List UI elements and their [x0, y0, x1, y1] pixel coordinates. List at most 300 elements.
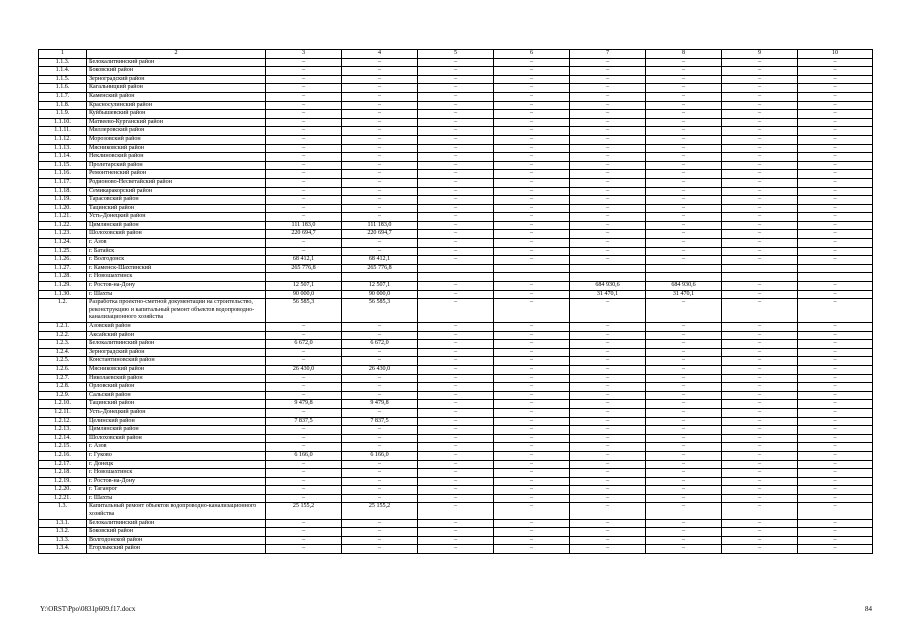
- value-cell: –: [494, 247, 570, 256]
- table-row: [39, 153, 873, 162]
- value-cell: –: [646, 178, 722, 187]
- value-cell: –: [266, 545, 342, 554]
- value-cell: –: [722, 486, 798, 495]
- row-number-cell: 1.2.9.: [39, 391, 87, 400]
- value-cell: –: [342, 519, 418, 528]
- value-cell: –: [494, 178, 570, 187]
- value-cell: –: [646, 170, 722, 179]
- value-cell: –: [722, 451, 798, 460]
- row-name-cell: г. Волгодонск: [87, 256, 266, 265]
- value-cell: –: [798, 239, 873, 248]
- footer-file-path: Y:\ORST\Ppo\0831p609.f17.docx: [40, 605, 136, 613]
- row-name-cell: Волгодонской район: [87, 536, 266, 545]
- value-cell: –: [494, 545, 570, 554]
- row-name-cell: Шолоховский район: [87, 230, 266, 239]
- table-row: [39, 282, 873, 291]
- table-row: [39, 118, 873, 127]
- value-cell: –: [418, 153, 494, 162]
- value-cell: –: [646, 434, 722, 443]
- header-cell: 5: [418, 50, 494, 59]
- value-cell: –: [494, 170, 570, 179]
- value-cell: –: [494, 323, 570, 332]
- value-cell: –: [494, 469, 570, 478]
- row-name-cell: Каменский район: [87, 92, 266, 101]
- value-cell: –: [722, 494, 798, 503]
- value-cell: –: [798, 494, 873, 503]
- row-number-cell: 1.2.1.: [39, 323, 87, 332]
- value-cell: –: [342, 323, 418, 332]
- row-name-cell: Красносулинский район: [87, 101, 266, 110]
- value-cell: –: [570, 239, 646, 248]
- value-cell: –: [570, 383, 646, 392]
- value-cell: –: [798, 58, 873, 67]
- value-cell: –: [418, 290, 494, 299]
- value-cell: –: [418, 503, 494, 519]
- row-number-cell: 1.1.14.: [39, 153, 87, 162]
- value-cell: [798, 273, 873, 282]
- table-row: [39, 460, 873, 469]
- value-cell: –: [646, 153, 722, 162]
- value-cell: –: [798, 178, 873, 187]
- value-cell: –: [722, 348, 798, 357]
- value-cell: –: [418, 408, 494, 417]
- value-cell: –: [722, 127, 798, 136]
- value-cell: –: [418, 118, 494, 127]
- budget-table: [38, 49, 873, 554]
- value-cell: –: [570, 545, 646, 554]
- value-cell: –: [494, 460, 570, 469]
- value-cell: –: [722, 187, 798, 196]
- row-name-cell: Мясниковский район: [87, 144, 266, 153]
- table-row: [39, 256, 873, 265]
- value-cell: –: [798, 92, 873, 101]
- value-cell: –: [266, 536, 342, 545]
- value-cell: –: [494, 144, 570, 153]
- value-cell: –: [342, 434, 418, 443]
- table-row: [39, 519, 873, 528]
- value-cell: –: [798, 256, 873, 265]
- value-cell: –: [342, 178, 418, 187]
- value-cell: –: [342, 545, 418, 554]
- table-row: [39, 323, 873, 332]
- value-cell: –: [722, 178, 798, 187]
- table-header-row: [39, 50, 873, 59]
- value-cell: –: [494, 486, 570, 495]
- value-cell: –: [342, 486, 418, 495]
- value-cell: –: [342, 477, 418, 486]
- value-cell: –: [418, 374, 494, 383]
- value-cell: 31 470,1: [570, 290, 646, 299]
- value-cell: –: [266, 127, 342, 136]
- row-name-cell: Константиновский район: [87, 357, 266, 366]
- table-row: [39, 486, 873, 495]
- value-cell: –: [798, 340, 873, 349]
- row-number-cell: 1.1.4.: [39, 67, 87, 76]
- header-cell: 4: [342, 50, 418, 59]
- header-cell: 3: [266, 50, 342, 59]
- value-cell: –: [342, 153, 418, 162]
- table-row: [39, 374, 873, 383]
- value-cell: –: [266, 75, 342, 84]
- value-cell: –: [570, 340, 646, 349]
- row-name-cell: Кагальницкий район: [87, 84, 266, 93]
- value-cell: –: [342, 110, 418, 119]
- value-cell: 111 183,0: [266, 221, 342, 230]
- row-name-cell: г. Донецк: [87, 460, 266, 469]
- value-cell: –: [342, 92, 418, 101]
- value-cell: –: [722, 323, 798, 332]
- value-cell: –: [646, 75, 722, 84]
- row-name-cell: Целинский район: [87, 417, 266, 426]
- value-cell: –: [722, 101, 798, 110]
- value-cell: –: [646, 110, 722, 119]
- value-cell: –: [646, 67, 722, 76]
- value-cell: –: [798, 400, 873, 409]
- value-cell: –: [570, 477, 646, 486]
- header-cell: 6: [494, 50, 570, 59]
- value-cell: –: [418, 469, 494, 478]
- row-name-cell: Сальский район: [87, 391, 266, 400]
- value-cell: –: [418, 434, 494, 443]
- value-cell: –: [418, 357, 494, 366]
- value-cell: –: [418, 58, 494, 67]
- value-cell: –: [722, 340, 798, 349]
- value-cell: –: [646, 494, 722, 503]
- value-cell: –: [418, 365, 494, 374]
- value-cell: 111 183,0: [342, 221, 418, 230]
- value-cell: –: [342, 357, 418, 366]
- table-row: [39, 170, 873, 179]
- value-cell: –: [266, 391, 342, 400]
- value-cell: –: [266, 426, 342, 435]
- value-cell: –: [494, 221, 570, 230]
- value-cell: 56 585,3: [342, 299, 418, 323]
- table-row: [39, 290, 873, 299]
- value-cell: –: [342, 528, 418, 537]
- table-row: [39, 391, 873, 400]
- row-number-cell: 1.2.3.: [39, 340, 87, 349]
- row-name-cell: Мясниковский район: [87, 365, 266, 374]
- value-cell: –: [266, 178, 342, 187]
- value-cell: –: [646, 84, 722, 93]
- value-cell: –: [418, 75, 494, 84]
- value-cell: –: [418, 170, 494, 179]
- value-cell: –: [342, 331, 418, 340]
- row-number-cell: 1.2.13.: [39, 426, 87, 435]
- value-cell: –: [418, 144, 494, 153]
- value-cell: –: [798, 67, 873, 76]
- value-cell: –: [418, 426, 494, 435]
- value-cell: –: [418, 323, 494, 332]
- value-cell: –: [798, 451, 873, 460]
- value-cell: –: [266, 374, 342, 383]
- value-cell: –: [646, 503, 722, 519]
- value-cell: 6 672,0: [342, 340, 418, 349]
- value-cell: –: [494, 67, 570, 76]
- value-cell: –: [570, 469, 646, 478]
- value-cell: [418, 273, 494, 282]
- value-cell: –: [266, 408, 342, 417]
- value-cell: –: [798, 408, 873, 417]
- value-cell: –: [722, 67, 798, 76]
- table-row: [39, 75, 873, 84]
- value-cell: –: [798, 118, 873, 127]
- table-row: [39, 84, 873, 93]
- value-cell: –: [494, 536, 570, 545]
- value-cell: –: [570, 135, 646, 144]
- row-name-cell: Пролетарский район: [87, 161, 266, 170]
- value-cell: –: [342, 144, 418, 153]
- value-cell: –: [342, 469, 418, 478]
- value-cell: –: [646, 135, 722, 144]
- value-cell: [266, 273, 342, 282]
- value-cell: –: [418, 161, 494, 170]
- row-name-cell: Тарасовский район: [87, 196, 266, 205]
- value-cell: –: [646, 383, 722, 392]
- row-name-cell: Зерноградский район: [87, 348, 266, 357]
- value-cell: –: [798, 75, 873, 84]
- value-cell: –: [418, 486, 494, 495]
- row-name-cell: Белокалитвинский район: [87, 519, 266, 528]
- row-name-cell: Шолоховский район: [87, 434, 266, 443]
- value-cell: –: [798, 365, 873, 374]
- row-name-cell: Усть-Донецкий район: [87, 213, 266, 222]
- header-cell: 7: [570, 50, 646, 59]
- value-cell: –: [494, 282, 570, 291]
- value-cell: –: [722, 477, 798, 486]
- page-number: 84: [865, 605, 872, 613]
- value-cell: –: [646, 256, 722, 265]
- value-cell: –: [646, 239, 722, 248]
- row-number-cell: 1.3.1.: [39, 519, 87, 528]
- row-number-cell: 1.1.27.: [39, 264, 87, 273]
- value-cell: –: [798, 221, 873, 230]
- value-cell: –: [798, 486, 873, 495]
- value-cell: –: [494, 417, 570, 426]
- header-cell: 9: [722, 50, 798, 59]
- table-row: [39, 383, 873, 392]
- value-cell: –: [798, 247, 873, 256]
- value-cell: –: [798, 213, 873, 222]
- value-cell: –: [342, 170, 418, 179]
- row-number-cell: 1.2.4.: [39, 348, 87, 357]
- row-number-cell: 1.1.3.: [39, 58, 87, 67]
- value-cell: –: [494, 153, 570, 162]
- value-cell: –: [570, 519, 646, 528]
- value-cell: –: [570, 101, 646, 110]
- table-row: [39, 264, 873, 273]
- value-cell: –: [646, 187, 722, 196]
- value-cell: –: [798, 469, 873, 478]
- table-row: [39, 299, 873, 323]
- row-number-cell: 1.1.8.: [39, 101, 87, 110]
- value-cell: –: [494, 477, 570, 486]
- value-cell: –: [646, 460, 722, 469]
- value-cell: –: [418, 528, 494, 537]
- value-cell: –: [418, 331, 494, 340]
- value-cell: –: [266, 383, 342, 392]
- value-cell: –: [266, 357, 342, 366]
- value-cell: –: [266, 528, 342, 537]
- row-name-cell: Родионово-Несветайский район: [87, 178, 266, 187]
- value-cell: –: [266, 153, 342, 162]
- value-cell: –: [342, 247, 418, 256]
- value-cell: –: [798, 196, 873, 205]
- value-cell: –: [722, 365, 798, 374]
- value-cell: –: [418, 519, 494, 528]
- value-cell: –: [646, 374, 722, 383]
- row-number-cell: 1.1.13.: [39, 144, 87, 153]
- value-cell: –: [722, 299, 798, 323]
- table-row: [39, 426, 873, 435]
- row-name-cell: Боковский район: [87, 528, 266, 537]
- value-cell: –: [646, 536, 722, 545]
- value-cell: 684 930,6: [570, 282, 646, 291]
- value-cell: –: [418, 84, 494, 93]
- value-cell: –: [494, 230, 570, 239]
- table-row: [39, 451, 873, 460]
- value-cell: –: [570, 357, 646, 366]
- value-cell: –: [418, 247, 494, 256]
- table-row: [39, 545, 873, 554]
- value-cell: –: [646, 213, 722, 222]
- value-cell: –: [646, 528, 722, 537]
- value-cell: –: [722, 519, 798, 528]
- value-cell: –: [570, 110, 646, 119]
- table-row: [39, 443, 873, 452]
- row-number-cell: 1.2.14.: [39, 434, 87, 443]
- value-cell: –: [342, 408, 418, 417]
- value-cell: –: [342, 75, 418, 84]
- value-cell: –: [418, 187, 494, 196]
- value-cell: –: [342, 127, 418, 136]
- value-cell: –: [722, 196, 798, 205]
- value-cell: –: [722, 536, 798, 545]
- table-row: [39, 187, 873, 196]
- value-cell: –: [798, 170, 873, 179]
- value-cell: –: [570, 153, 646, 162]
- value-cell: –: [646, 519, 722, 528]
- value-cell: –: [798, 153, 873, 162]
- value-cell: 7 837,5: [266, 417, 342, 426]
- row-name-cell: г. Ростов-на-Дону: [87, 477, 266, 486]
- table-row: [39, 213, 873, 222]
- value-cell: 265 776,8: [266, 264, 342, 273]
- value-cell: –: [494, 58, 570, 67]
- value-cell: –: [722, 92, 798, 101]
- value-cell: –: [570, 187, 646, 196]
- value-cell: –: [266, 331, 342, 340]
- value-cell: –: [570, 434, 646, 443]
- row-number-cell: 1.2.12.: [39, 417, 87, 426]
- value-cell: 220 694,7: [342, 230, 418, 239]
- value-cell: –: [570, 118, 646, 127]
- value-cell: –: [266, 323, 342, 332]
- row-number-cell: 1.2.17.: [39, 460, 87, 469]
- value-cell: –: [418, 204, 494, 213]
- value-cell: 56 585,3: [266, 299, 342, 323]
- value-cell: –: [342, 374, 418, 383]
- value-cell: –: [646, 196, 722, 205]
- value-cell: –: [342, 58, 418, 67]
- value-cell: 12 507,1: [342, 282, 418, 291]
- value-cell: –: [494, 161, 570, 170]
- value-cell: –: [570, 213, 646, 222]
- value-cell: 9 479,8: [266, 400, 342, 409]
- value-cell: –: [722, 170, 798, 179]
- value-cell: [646, 264, 722, 273]
- value-cell: –: [722, 230, 798, 239]
- value-cell: –: [570, 178, 646, 187]
- value-cell: –: [646, 221, 722, 230]
- value-cell: –: [646, 417, 722, 426]
- value-cell: –: [570, 161, 646, 170]
- value-cell: –: [798, 426, 873, 435]
- row-number-cell: 1.3.4.: [39, 545, 87, 554]
- row-number-cell: 1.1.9.: [39, 110, 87, 119]
- value-cell: [646, 273, 722, 282]
- row-number-cell: 1.1.22.: [39, 221, 87, 230]
- value-cell: 6 672,0: [266, 340, 342, 349]
- value-cell: –: [646, 118, 722, 127]
- value-cell: –: [342, 101, 418, 110]
- row-name-cell: Тацинский район: [87, 400, 266, 409]
- value-cell: –: [494, 204, 570, 213]
- value-cell: –: [646, 451, 722, 460]
- value-cell: [722, 264, 798, 273]
- value-cell: –: [266, 519, 342, 528]
- value-cell: –: [418, 135, 494, 144]
- row-number-cell: 1.2.15.: [39, 443, 87, 452]
- row-number-cell: 1.2.8.: [39, 383, 87, 392]
- value-cell: –: [494, 127, 570, 136]
- row-number-cell: 1.2.7.: [39, 374, 87, 383]
- row-name-cell: Миллеровский район: [87, 127, 266, 136]
- value-cell: –: [798, 374, 873, 383]
- value-cell: –: [722, 239, 798, 248]
- value-cell: –: [418, 536, 494, 545]
- value-cell: –: [266, 67, 342, 76]
- value-cell: –: [798, 460, 873, 469]
- row-number-cell: 1.2.6.: [39, 365, 87, 374]
- row-name-cell: Цимлянский район: [87, 221, 266, 230]
- value-cell: –: [798, 187, 873, 196]
- value-cell: –: [266, 247, 342, 256]
- value-cell: –: [342, 196, 418, 205]
- value-cell: 90 000,0: [266, 290, 342, 299]
- value-cell: –: [722, 469, 798, 478]
- table-row: [39, 400, 873, 409]
- value-cell: –: [418, 494, 494, 503]
- row-number-cell: 1.1.12.: [39, 135, 87, 144]
- value-cell: –: [494, 84, 570, 93]
- value-cell: –: [418, 477, 494, 486]
- value-cell: –: [342, 204, 418, 213]
- value-cell: –: [266, 187, 342, 196]
- row-number-cell: 1.2.16.: [39, 451, 87, 460]
- value-cell: 31 470,1: [646, 290, 722, 299]
- table-row: [39, 127, 873, 136]
- value-cell: 7 837,5: [342, 417, 418, 426]
- value-cell: –: [570, 127, 646, 136]
- value-cell: –: [646, 469, 722, 478]
- row-name-cell: г. Таганрог: [87, 486, 266, 495]
- value-cell: –: [798, 434, 873, 443]
- value-cell: –: [798, 391, 873, 400]
- value-cell: –: [570, 536, 646, 545]
- value-cell: 68 412,1: [342, 256, 418, 265]
- value-cell: –: [418, 299, 494, 323]
